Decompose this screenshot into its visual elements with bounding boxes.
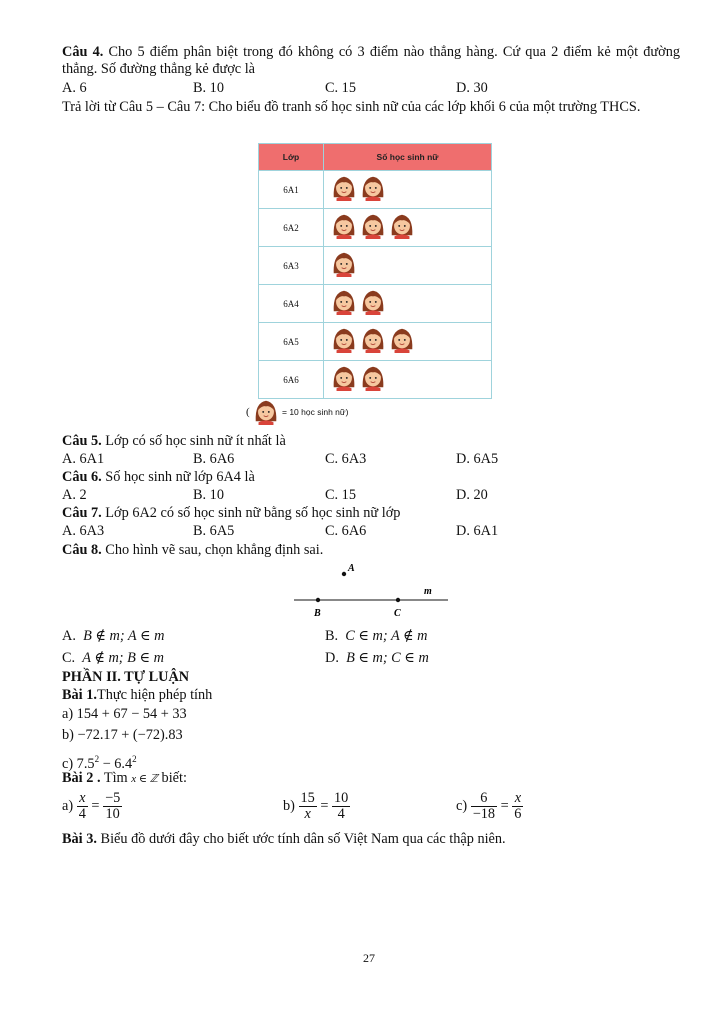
q5-option-d: D. 6A5 — [456, 451, 499, 467]
question-5-text — [62, 433, 286, 450]
girl-face-icon — [330, 173, 358, 206]
bai-1-label: Bài 1. — [62, 687, 97, 703]
bai-1-body: Thực hiện phép tính — [96, 687, 213, 703]
girl-face-icon — [359, 363, 387, 396]
q8-option-a — [62, 628, 164, 645]
question-7-label: Câu 7. — [62, 505, 102, 521]
girl-face-icon — [359, 173, 387, 206]
q8-option-a-letter: A. — [62, 628, 76, 644]
icons-6a5 — [324, 323, 492, 361]
numerator: −5 — [105, 790, 121, 806]
denominator: −18 — [472, 806, 496, 822]
girl-face-icon — [330, 363, 358, 396]
fraction — [471, 791, 497, 822]
table-row — [259, 323, 492, 361]
numerator: 6 — [471, 791, 497, 807]
icons-6a2 — [324, 209, 492, 247]
girl-face-icon — [330, 325, 358, 358]
q8-option-c-letter: C. — [62, 650, 76, 666]
q8-option-d-letter: D. — [325, 650, 339, 666]
bai-1c-part1: c) 7.5 — [62, 755, 95, 772]
q5-option-b: B. 6A6 — [193, 451, 235, 467]
table-row — [259, 171, 492, 209]
class-6a6: 6A6 — [259, 361, 324, 399]
bai-1a: a) 154 + 67 − 54 + 33 — [62, 706, 187, 722]
point-a-label: A — [348, 563, 355, 574]
q6-option-b: B. 10 — [193, 487, 224, 503]
equals-sign: = — [320, 798, 329, 814]
bai-1c-exp2: 2 — [132, 754, 137, 764]
equals-sign: = — [91, 798, 100, 814]
bai-2a-label: a) — [62, 798, 74, 814]
point-a-dot — [342, 572, 346, 576]
fraction — [332, 791, 350, 822]
girl-face-icon — [388, 325, 416, 358]
section-title-text: PHẦN II. TỰ LUẬN — [62, 669, 190, 685]
denominator: 4 — [337, 806, 345, 822]
girl-face-icon — [330, 211, 358, 244]
bai-1c-exp1: 2 — [94, 754, 100, 764]
q7-option-b: B. 6A5 — [193, 523, 235, 539]
bai-1b: b) −72.17 + (−72).83 — [62, 727, 183, 743]
numerator: 10 — [334, 790, 349, 806]
girl-face-icon — [330, 287, 358, 320]
q8-option-b-math: C ∈ m; A ∉ m — [345, 628, 428, 644]
q4-option-c: C. 15 — [325, 80, 356, 96]
fraction — [103, 791, 122, 822]
question-5-body: Lớp có số học sinh nữ ít nhất là — [101, 433, 286, 449]
q8-option-c-math: A ∉ m; B ∈ m — [82, 650, 164, 666]
point-c-label: C — [394, 608, 401, 619]
table-row — [259, 247, 492, 285]
bai-2c-label: c) — [456, 798, 468, 814]
bai-2-label: Bài 2 . — [62, 770, 101, 786]
icons-6a4 — [324, 285, 492, 323]
intro-q5-q7: Trả lời từ Câu 5 – Câu 7: Cho biểu đồ tranh số học sinh nữ của các lớp khối 6 của một trường THCS. — [62, 99, 641, 115]
pictograph-table — [258, 143, 492, 399]
denominator: x — [304, 806, 311, 822]
question-8-body: Cho hình vẽ sau, chọn khẳng định sai. — [101, 542, 324, 558]
numerator: x — [512, 791, 523, 807]
bai-2b-label: b) — [283, 798, 295, 814]
section-title — [62, 669, 189, 686]
denominator: 4 — [78, 806, 86, 822]
q4-option-d: D. 30 — [456, 80, 488, 96]
header-class: Lớp — [259, 144, 324, 171]
icons-6a1 — [324, 171, 492, 209]
question-6-body: Số học sinh nữ lớp 6A4 là — [101, 469, 255, 485]
legend-text: = 10 học sinh nữ) — [282, 407, 349, 417]
table-row — [259, 285, 492, 323]
q8-option-b-letter: B. — [325, 628, 339, 644]
question-8-text — [62, 542, 323, 559]
q8-option-d — [325, 650, 429, 667]
q4-option-b: B. 10 — [193, 80, 224, 96]
header-count: Số học sinh nữ — [324, 144, 492, 171]
line-m-label: m — [424, 586, 432, 597]
girl-face-icon — [359, 211, 387, 244]
question-7-body: Lớp 6A2 có số học sinh nữ bằng số học sinh nữ lớp — [101, 505, 401, 521]
question-5-label: Câu 5. — [62, 433, 102, 449]
icons-6a6 — [324, 361, 492, 399]
q8-option-a-math: B ∉ m; A ∈ m — [83, 628, 165, 644]
class-6a2: 6A2 — [259, 209, 324, 247]
page-number: 27 — [363, 951, 375, 965]
class-6a1: 6A1 — [259, 171, 324, 209]
bai-2-text-post: biết: — [157, 770, 187, 786]
q6-option-d: D. 20 — [456, 487, 488, 503]
q4-option-a: A. 6 — [62, 80, 87, 96]
q6-option-c: C. 15 — [325, 487, 356, 503]
q8-option-c — [62, 650, 164, 667]
bai-3-label: Bài 3. — [62, 831, 97, 847]
point-b-dot — [316, 598, 320, 602]
line-figure — [290, 560, 460, 620]
question-4-body: Cho 5 điểm phân biệt trong đó không có 3 điểm nào thẳng hàng. Cứ qua 2 điểm kẻ một đường thẳng. Số đường thẳng kẻ được là — [62, 44, 680, 77]
point-b-label: B — [314, 608, 321, 619]
q8-option-d-math: B ∈ m; C ∈ m — [346, 650, 429, 666]
denominator: 10 — [105, 806, 120, 822]
table-row — [259, 209, 492, 247]
girl-face-icon — [388, 211, 416, 244]
bai-1-title — [62, 687, 212, 704]
bai-2a — [62, 791, 122, 822]
bai-2-title — [62, 770, 187, 788]
numerator: 15 — [300, 790, 315, 806]
fraction — [77, 791, 88, 822]
girl-face-icon — [359, 287, 387, 320]
class-6a5: 6A5 — [259, 323, 324, 361]
q7-option-d: D. 6A1 — [456, 523, 499, 539]
q8-option-b — [325, 628, 427, 645]
q7-option-a: A. 6A3 — [62, 523, 105, 539]
bai-2c — [456, 791, 523, 822]
q5-option-c: C. 6A3 — [325, 451, 367, 467]
fraction — [299, 791, 317, 822]
bai-2b — [283, 791, 350, 822]
bai-2-text-pre: Tìm — [100, 770, 132, 786]
fraction — [512, 791, 523, 822]
q7-option-c: C. 6A6 — [325, 523, 367, 539]
girl-face-icon — [252, 397, 280, 430]
legend-open-paren: ( — [246, 406, 250, 418]
q5-option-a: A. 6A1 — [62, 451, 105, 467]
numerator: x — [77, 791, 88, 807]
pictograph-chart — [246, 143, 494, 429]
girl-face-icon — [330, 249, 358, 282]
bai-2-var: x ∈ ℤ — [131, 773, 158, 785]
icons-6a3 — [324, 247, 492, 285]
q6-option-a: A. 2 — [62, 487, 87, 503]
table-row — [259, 361, 492, 399]
question-4-text — [62, 44, 680, 78]
equals-sign: = — [500, 798, 509, 814]
question-7-text — [62, 505, 400, 522]
denominator: 6 — [514, 806, 522, 822]
point-c-dot — [396, 598, 400, 602]
question-6-label: Câu 6. — [62, 469, 102, 485]
pictograph-legend — [246, 397, 494, 427]
question-6-text — [62, 469, 255, 486]
class-6a4: 6A4 — [259, 285, 324, 323]
bai-3-text — [62, 831, 506, 848]
girl-face-icon — [359, 325, 387, 358]
bai-3-body: Biểu đồ dưới đây cho biết ước tính dân số Việt Nam qua các thập niên. — [96, 831, 506, 847]
question-4-label: Câu 4. — [62, 44, 104, 60]
question-8-label: Câu 8. — [62, 542, 102, 558]
bai-1c-part2: − 6.4 — [99, 755, 133, 772]
class-6a3: 6A3 — [259, 247, 324, 285]
